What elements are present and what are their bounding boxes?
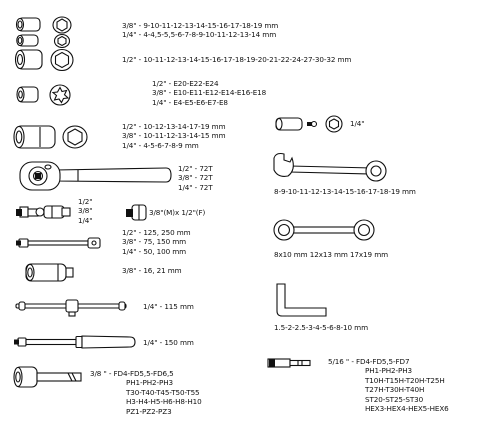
spec-line: 3/8" - 72T bbox=[178, 173, 213, 183]
sockets-short-spec bbox=[122, 21, 278, 40]
spec-line: 1/2" - 72T bbox=[178, 164, 213, 173]
adapter-spec bbox=[149, 208, 205, 217]
spec-line: H3-H4-H5-H6-H8-H10 bbox=[126, 397, 202, 407]
spec-line: 1/2" - 10-11-12-13-14-15-16-17-18-19-20-21-22-24-27-30-32 mm bbox=[122, 55, 352, 64]
deep-sockets-icon bbox=[10, 120, 90, 154]
spark-plug-spec bbox=[122, 266, 182, 275]
large-sockets-icon bbox=[12, 47, 76, 73]
combination-wrench-icon bbox=[270, 150, 390, 186]
bits-spec bbox=[328, 357, 449, 413]
spec-line: 3/8 " - FD4-FD5,5-FD6,5 bbox=[90, 369, 174, 378]
ratchet-spec bbox=[178, 164, 213, 192]
universal-joint-spec bbox=[78, 197, 92, 225]
universal-joints-icon bbox=[14, 200, 74, 224]
extension-bar-icon bbox=[14, 235, 104, 251]
spec-line: T27H-T30H-T40H bbox=[365, 385, 425, 395]
spec-line: 3/8" bbox=[78, 206, 93, 216]
ring-wrench-spec bbox=[274, 250, 388, 259]
adapter-icon bbox=[124, 202, 150, 224]
bit-socket-icon bbox=[10, 362, 84, 392]
combination-wrench-spec bbox=[274, 187, 416, 196]
spec-line: 3/8"(M)x 1/2"(F) bbox=[149, 208, 206, 217]
t-bar-spec bbox=[143, 302, 194, 311]
spinner-handle-icon bbox=[12, 332, 138, 352]
hex-key-icon bbox=[274, 282, 330, 318]
spec-line: 1/2" - E20-E22-E24 bbox=[152, 79, 219, 88]
deep-sockets-spec bbox=[122, 122, 225, 150]
extension-bar-spec bbox=[122, 228, 191, 256]
spec-line: PH1-PH2-PH3 bbox=[126, 378, 174, 388]
e-torx-sockets-icon bbox=[14, 82, 74, 108]
spinner-handle-spec bbox=[143, 338, 194, 347]
spec-line: 1/4" - 50, 100 mm bbox=[122, 246, 187, 256]
spec-line: 3/8" - 75, 150 mm bbox=[122, 237, 187, 247]
spec-line: 1/4" - 150 mm bbox=[143, 338, 194, 347]
bit-adapter-icon bbox=[272, 114, 344, 134]
bit-socket-spec bbox=[90, 369, 202, 416]
spec-line: 1/4" bbox=[350, 119, 365, 128]
spec-line: 1/2" bbox=[78, 197, 93, 206]
spec-line: 1/2" - 125, 250 mm bbox=[122, 228, 191, 237]
hex-key-spec bbox=[274, 323, 368, 332]
sockets-large-spec bbox=[122, 55, 351, 64]
spec-line: 1/4" bbox=[78, 215, 93, 225]
spec-line: 8x10 mm 12x13 mm 17x19 mm bbox=[274, 250, 388, 259]
spec-line: 1/4" - 4-5-6-7-8-9 mm bbox=[122, 140, 199, 150]
e-torx-spec bbox=[152, 79, 266, 107]
spec-line: PZ1-PZ2-PZ3 bbox=[126, 406, 172, 416]
bit-icon bbox=[264, 356, 318, 370]
spec-line: 1/4" - E4-E5-E6-E7-E8 bbox=[152, 97, 228, 107]
ring-wrench-icon bbox=[272, 218, 376, 242]
spec-line: PH1-PH2-PH3 bbox=[365, 366, 413, 376]
spec-line: 1/2" - 10-12-13-14-17-19 mm bbox=[122, 122, 226, 131]
spec-line: 1.5-2-2.5-3-4-5-6-8-10 mm bbox=[274, 323, 368, 332]
spec-line: T10H-T15H-T20H-T25H bbox=[365, 375, 445, 385]
spec-line: 3/8" - 10-11-12-13-14-15 mm bbox=[122, 131, 226, 141]
spec-line: 8-9-10-11-12-13-14-15-16-17-18-19 mm bbox=[274, 187, 416, 196]
spec-line: 1/4" - 115 mm bbox=[143, 302, 194, 311]
spec-line: 3/8" - 16, 21 mm bbox=[122, 266, 182, 275]
spark-plug-socket-icon bbox=[22, 261, 78, 285]
ratchet-icon bbox=[16, 159, 172, 193]
spec-line: HEX3-HEX4-HEX5-HEX6 bbox=[365, 404, 449, 414]
spec-line: 3/8" - 9-10-11-12-13-14-15-16-17-18-19 mm bbox=[122, 21, 279, 30]
spec-line: 1/4" - 72T bbox=[178, 182, 213, 192]
spec-line: 5/16 " - FD4-FD5,5-FD7 bbox=[328, 357, 410, 366]
spec-line: 3/8" - E10-E11-E12-E14-E16-E18 bbox=[152, 88, 267, 98]
spec-line: ST20-ST25-ST30 bbox=[365, 394, 424, 404]
bit-adapter-spec bbox=[350, 119, 364, 128]
spec-line: 1/4" - 4-4,5-5,5-6-7-8-9-10-11-12-13-14 mm bbox=[122, 30, 277, 40]
short-sockets-icon bbox=[14, 16, 76, 48]
spec-line: T30-T40-T45-T50-T55 bbox=[126, 387, 200, 397]
t-bar-icon bbox=[14, 295, 130, 317]
